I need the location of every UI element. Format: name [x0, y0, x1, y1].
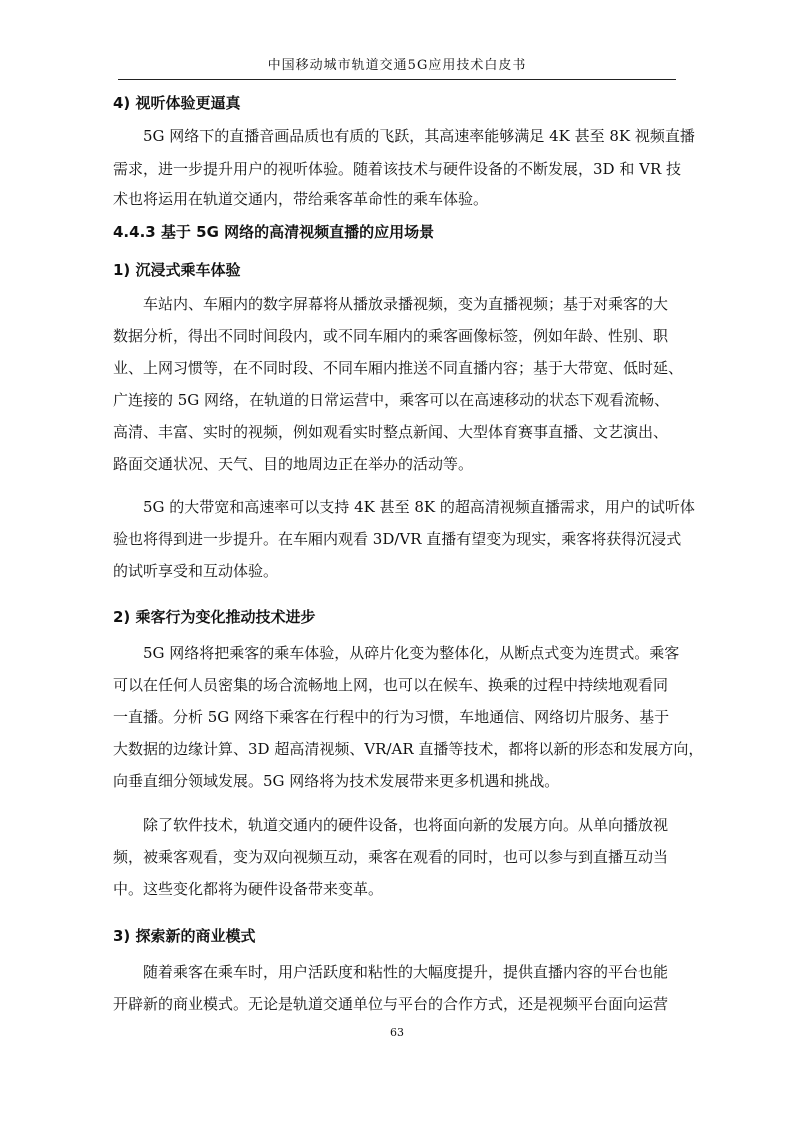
- paragraph-line: 随着乘客在乘车时，用户活跃度和粘性的大幅度提升，提供直播内容的平台也能: [143, 963, 669, 981]
- paragraph-line: 5G 网络将把乘客的乘车体验，从碎片化变为整体化，从断点式变为连贯式。乘客: [143, 644, 680, 662]
- paragraph-line: 可以在任何人员密集的场合流畅地上网，也可以在候车、换乘的过程中持续地观看同: [113, 676, 669, 694]
- paragraph-line: 数据分析，得出不同时间段内，或不同车厢内的乘客画像标签，例如年龄、性别、职: [113, 327, 669, 345]
- heading-passenger-behavior: 2) 乘客行为变化推动技术进步: [113, 608, 316, 626]
- paragraph-line: 一直播。分析 5G 网络下乘客在行程中的行为习惯，车地通信、网络切片服务、基于: [113, 708, 670, 726]
- heading-audiovisual: 4) 视听体验更逼真: [113, 94, 241, 112]
- page-number: 63: [390, 1026, 404, 1039]
- paragraph-line: 术也将运用在轨道交通内，带给乘客革命性的乘车体验。: [113, 190, 489, 208]
- heading-section-4-4-3: 4.4.3 基于 5G 网络的高清视频直播的应用场景: [113, 223, 435, 241]
- paragraph-line: 除了软件技术，轨道交通内的硬件设备，也将面向新的发展方向。从单向播放视: [143, 816, 669, 834]
- paragraph-line: 5G 的大带宽和高速率可以支持 4K 甚至 8K 的超高清视频直播需求，用户的试听体: [143, 498, 695, 516]
- paragraph-line: 车站内、车厢内的数字屏幕将从播放录播视频，变为直播视频；基于对乘客的大: [143, 295, 669, 313]
- heading-immersive: 1) 沉浸式乘车体验: [113, 261, 241, 279]
- paragraph-line: 频，被乘客观看，变为双向视频互动，乘客在观看的同时，也可以参与到直播互动当: [113, 848, 669, 866]
- paragraph-line: 高清、丰富、实时的视频，例如观看实时整点新闻、大型体育赛事直播、文艺演出、: [113, 423, 669, 441]
- paragraph-line: 验也将得到进一步提升。在车厢内观看 3D/VR 直播有望变为现实，乘客将获得沉浸式: [113, 530, 682, 548]
- paragraph-line: 需求，进一步提升用户的视听体验。随着该技术与硬件设备的不断发展，3D 和 VR 技: [113, 160, 682, 178]
- paragraph-line: 大数据的边缘计算、3D 超高清视频、VR/AR 直播等技术，都将以新的形态和发展方向，: [113, 740, 704, 758]
- header-divider: [118, 79, 676, 80]
- running-header: 中国移动城市轨道交通5G应用技术白皮书: [267, 58, 527, 73]
- paragraph-line: 开辟新的商业模式。无论是轨道交通单位与平台的合作方式，还是视频平台面向运营: [113, 995, 669, 1013]
- paragraph-line: 中。这些变化都将为硬件设备带来变革。: [113, 880, 384, 898]
- paragraph-line: 业、上网习惯等，在不同时段、不同车厢内推送不同直播内容；基于大带宽、低时延、: [113, 359, 684, 377]
- paragraph-line: 5G 网络下的直播音画品质也有质的飞跃，其高速率能够满足 4K 甚至 8K 视频直播: [143, 127, 695, 145]
- heading-business-model: 3) 探索新的商业模式: [113, 927, 256, 945]
- paragraph-line: 向垂直细分领域发展。5G 网络将为技术发展带来更多机遇和挑战。: [113, 772, 560, 790]
- paragraph-line: 广连接的 5G 网络，在轨道的日常运营中，乘客可以在高速移动的状态下观看流畅、: [113, 391, 670, 409]
- paragraph-line: 的试听享受和互动体验。: [113, 562, 279, 580]
- paragraph-line: 路面交通状况、天气、目的地周边正在举办的活动等。: [113, 455, 474, 473]
